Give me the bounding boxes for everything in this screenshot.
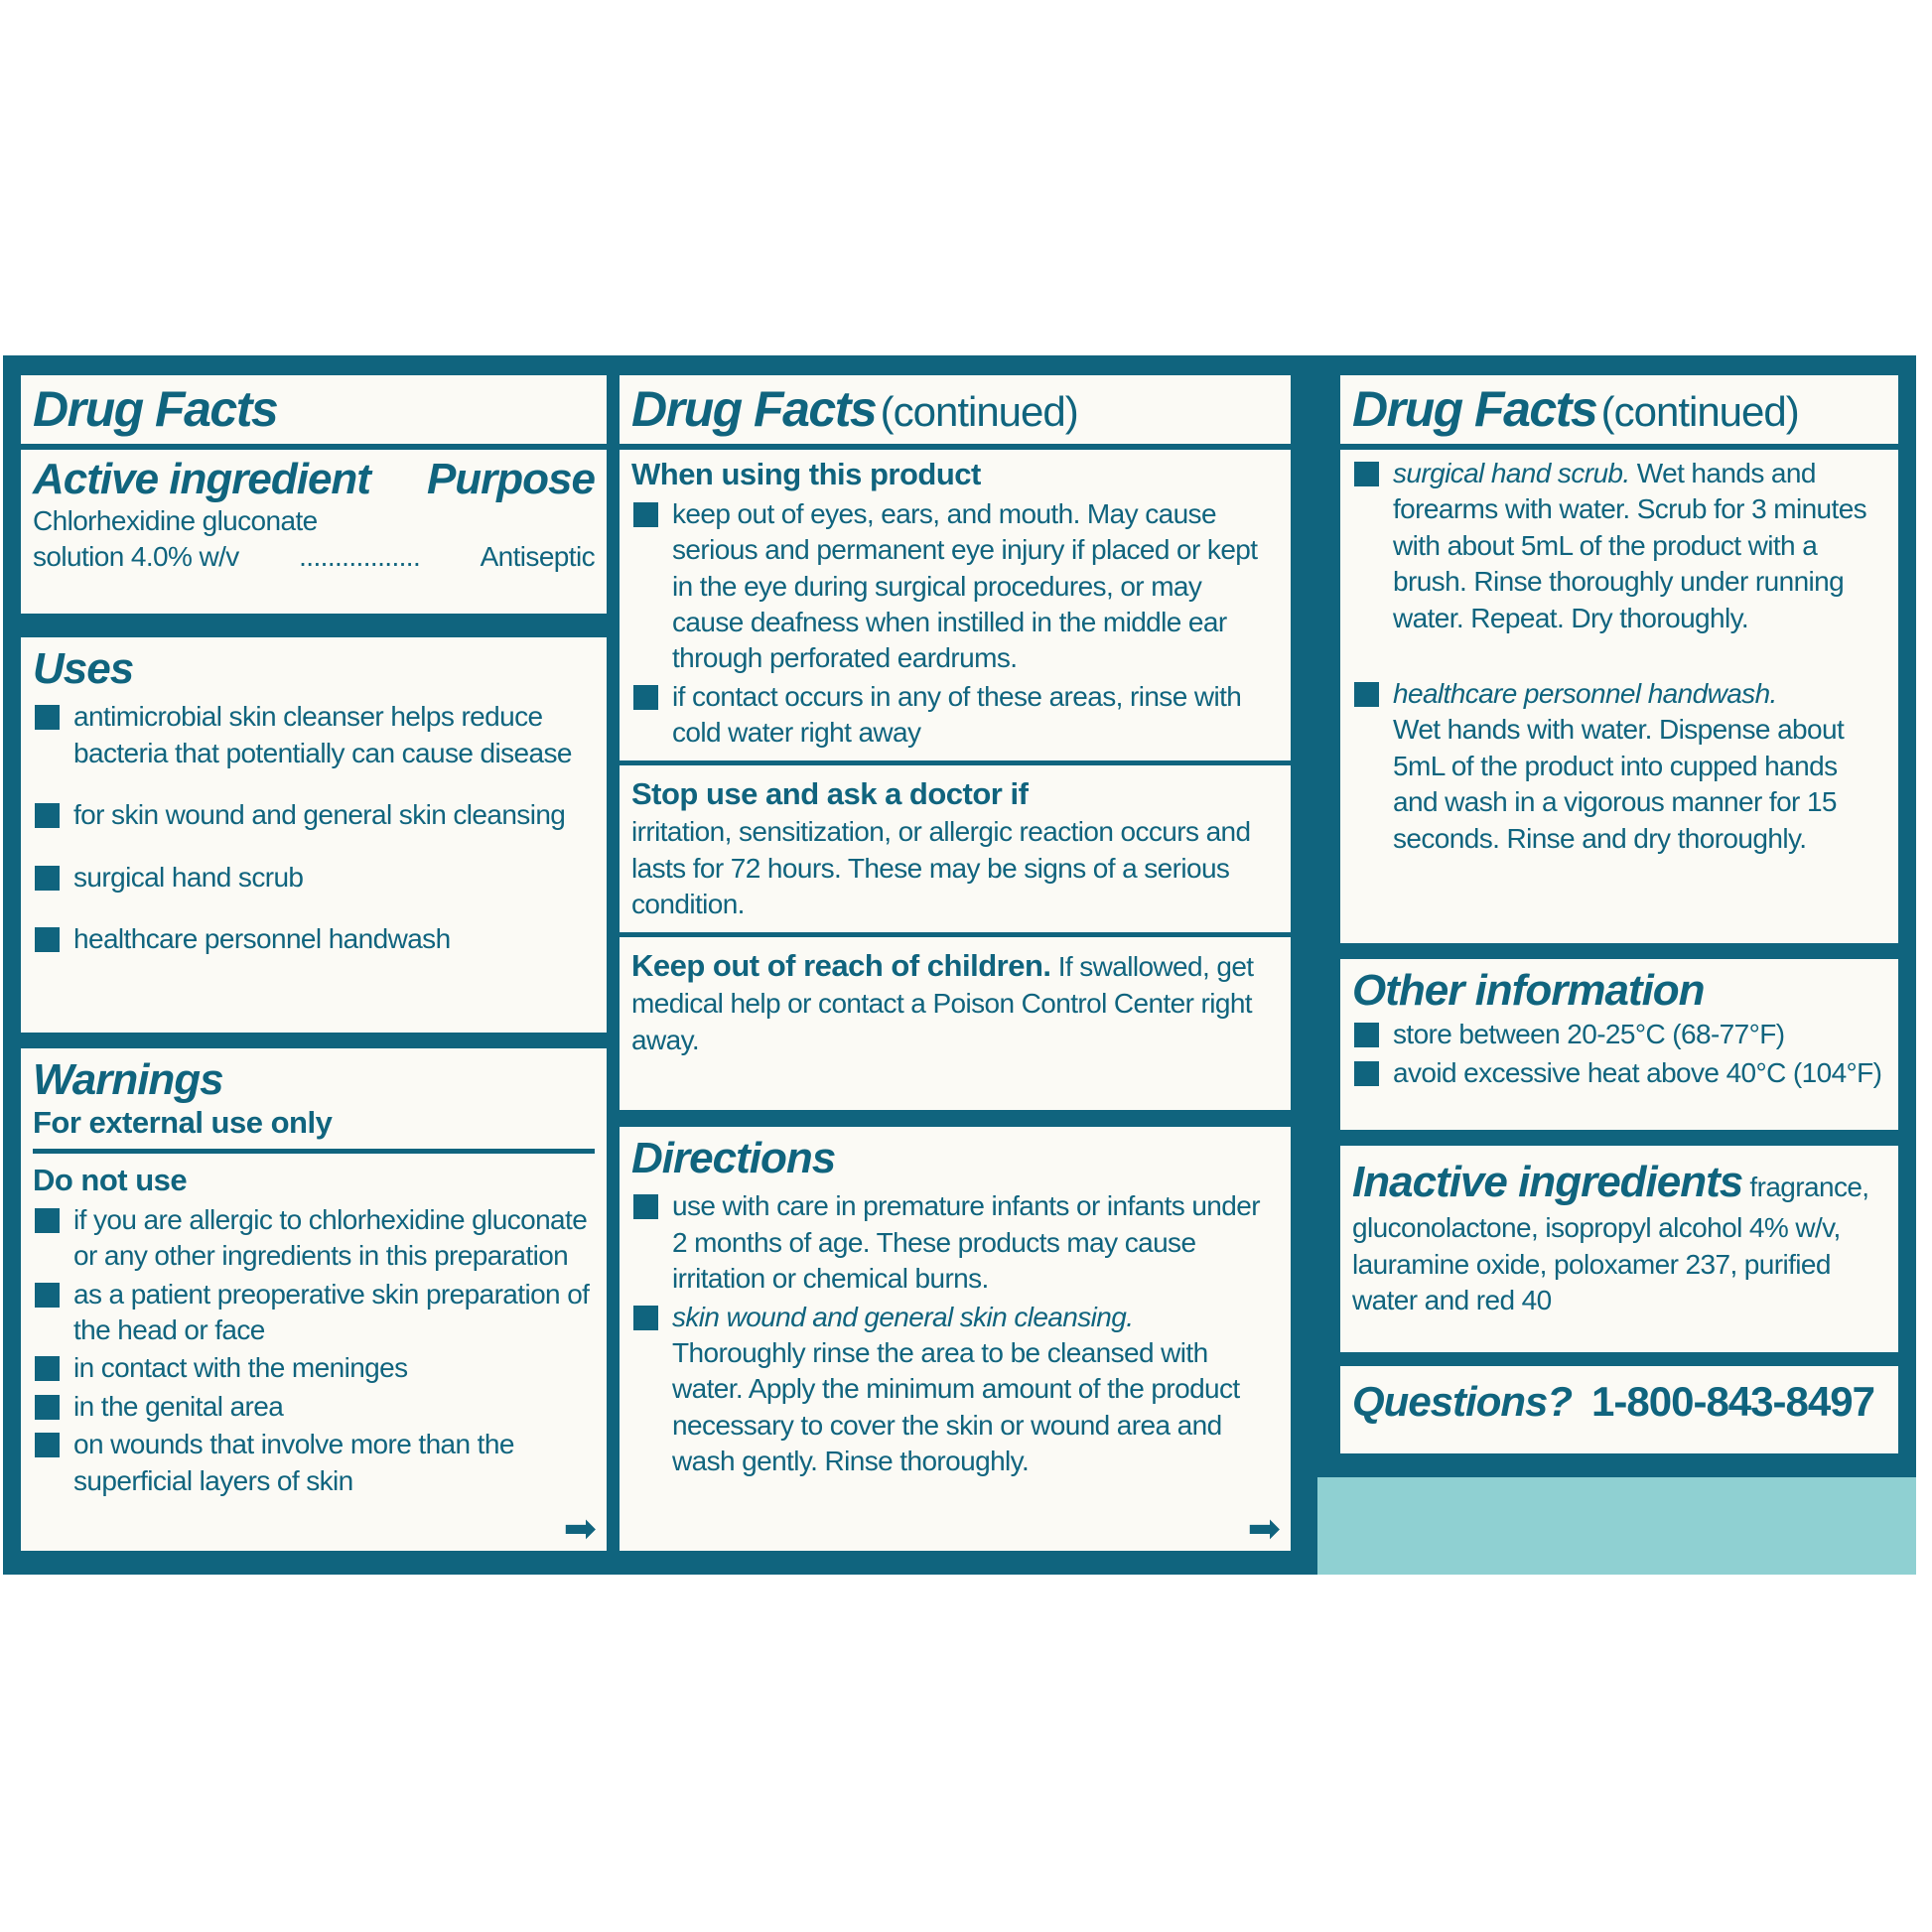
box-questions <box>1340 1366 1898 1453</box>
uses-item: healthcare personnel handwash <box>33 921 595 957</box>
handwash-text: Wet hands with water. Dispense about 5mL of the product into cupped hands and wash in a vigorous manner for 15 seconds. Rinse and dry thoroughly. <box>1393 714 1845 854</box>
box-drug-facts-continued-left <box>620 375 1291 1110</box>
bullet-square-icon <box>35 1356 60 1381</box>
bullet-square-icon <box>35 866 60 891</box>
bullet-square-icon <box>35 1208 60 1233</box>
drug-facts-continued-title: Drug Facts (continued) <box>631 381 1078 437</box>
other-info-item: avoid excessive heat above 40°C (104°F) <box>1352 1055 1886 1091</box>
bullet-square-icon <box>1354 1061 1379 1086</box>
inactive-ingredients-section <box>1352 1154 1886 1318</box>
warnings-title: Warnings <box>33 1055 223 1104</box>
dot-leader: ................. <box>299 541 421 573</box>
column-right <box>1340 375 1898 1551</box>
bullet-square-icon <box>1354 1023 1379 1047</box>
surgical-hand-scrub-item <box>1352 456 1886 636</box>
bullet-square-icon <box>35 803 60 828</box>
questions-phone-number: 1-800-843-8497 <box>1591 1378 1874 1425</box>
uses-title: Uses <box>33 644 134 693</box>
directions-item-text: Thoroughly rinse the area to be cleansed with water. Apply the minimum amount of the product necessary to cover the skin or wound area and wash gently. Rinse thoroughly. <box>672 1336 1240 1477</box>
box-warnings <box>21 1048 607 1551</box>
box-inactive-ingredients <box>1340 1146 1898 1352</box>
warning-item: in the genital area <box>33 1389 595 1425</box>
bullet-square-icon <box>35 1433 60 1457</box>
bullet-square-icon <box>35 705 60 730</box>
other-information-title: Other information <box>1352 966 1705 1015</box>
purpose-header: Purpose <box>426 454 595 503</box>
ingredient-name-line1: Chlorhexidine gluconate <box>33 504 318 536</box>
uses-item: for skin wound and general skin cleansing <box>33 797 595 833</box>
warning-item: if you are allergic to chlorhexidine gluconate or any other ingredients in this preparation <box>33 1202 595 1275</box>
warning-item: as a patient preoperative skin preparation of the head or face <box>33 1277 595 1349</box>
header-rule <box>1340 444 1898 450</box>
handwash-lead: healthcare personnel handwash. <box>1393 677 1777 709</box>
header-rule <box>620 444 1291 450</box>
column-middle <box>620 375 1291 1551</box>
stop-use-subhead: Stop use and ask a doctor if <box>631 776 1029 812</box>
uses-item: antimicrobial skin cleanser helps reduce bacteria that potentially can cause disease <box>33 699 595 771</box>
keep-out-subhead: Keep out of reach of children. <box>631 948 1051 984</box>
continuation-arrow-icon: ➡ <box>1247 1506 1281 1551</box>
inactive-ingredients-text: fragrance, gluconolactone, isopropyl alcohol 4% w/v, lauramine oxide, poloxamer 237, purified water and red 40 <box>1352 1172 1869 1315</box>
drug-facts-label <box>3 355 1916 1575</box>
surgical-hand-scrub-lead: surgical hand scrub. <box>1393 458 1630 488</box>
bullet-square-icon <box>633 1306 658 1330</box>
box-directions <box>620 1127 1291 1551</box>
bullet-square-icon <box>633 1194 658 1219</box>
warning-item: on wounds that involve more than the superficial layers of skin <box>33 1427 595 1499</box>
box-other-information <box>1340 959 1898 1130</box>
box-uses <box>21 637 607 1033</box>
purpose-value: Antiseptic <box>480 541 595 573</box>
when-using-subhead: When using this product <box>631 457 981 491</box>
section-rule <box>620 760 1291 765</box>
directions-item <box>631 1300 1279 1480</box>
bullet-square-icon <box>1354 682 1379 707</box>
directions-item: use with care in premature infants or infants under 2 months of age. These products may cause irritation or chemical burns. <box>631 1188 1279 1297</box>
box-drug-facts-continued-right <box>1340 375 1898 943</box>
stop-use-text: irritation, sensitization, or allergic reaction occurs and lasts for 72 hours. These may be signs of a serious condition. <box>631 816 1251 920</box>
other-info-item: store between 20-25°C (68-77°F) <box>1352 1017 1886 1052</box>
handwash-item <box>1352 676 1886 857</box>
bullet-square-icon <box>35 1395 60 1420</box>
column-left <box>21 375 607 1551</box>
inactive-ingredients-title: Inactive ingredients <box>1352 1158 1743 1206</box>
box-title-active-ingredient <box>21 375 607 614</box>
ingredient-name-line2: solution 4.0% w/v <box>33 541 239 573</box>
when-using-item: keep out of eyes, ears, and mouth. May cause serious and permanent eye injury if placed or kept in the eye during surgical procedures, or may cause deafness when instilled in the middle ear through perforated eardrums. <box>631 496 1279 677</box>
directions-title: Directions <box>631 1134 836 1182</box>
warnings-rule <box>33 1149 595 1154</box>
external-use-subhead: For external use only <box>33 1105 333 1141</box>
directions-item-lead: skin wound and general skin cleansing. <box>672 1301 1134 1332</box>
continuation-arrow-icon: ➡ <box>563 1506 597 1551</box>
title-rule <box>21 444 607 450</box>
bullet-square-icon <box>633 685 658 710</box>
drug-facts-title: Drug Facts <box>33 381 278 437</box>
uses-item: surgical hand scrub <box>33 860 595 896</box>
keep-out-text: If swallowed, get medical help or contact a Poison Control Center right away. <box>631 951 1254 1055</box>
warning-item: in contact with the meninges <box>33 1350 595 1386</box>
when-using-item: if contact occurs in any of these areas, rinse with cold water right away <box>631 679 1279 752</box>
section-rule <box>620 932 1291 937</box>
surgical-hand-scrub-text: Wet hands and forearms with water. Scrub for 3 minutes with about 5mL of the product with a brush. Rinse thoroughly under running water. Repeat. Dry thoroughly. <box>1393 458 1867 633</box>
active-ingredient-header: Active ingredient <box>33 454 370 503</box>
teal-filler-block <box>1317 1477 1916 1575</box>
bullet-square-icon <box>35 927 60 952</box>
questions-label: Questions? <box>1352 1378 1573 1425</box>
bullet-square-icon <box>1354 462 1379 486</box>
bullet-square-icon <box>633 502 658 527</box>
do-not-use-subhead: Do not use <box>33 1163 188 1198</box>
keep-out-section <box>631 947 1279 1058</box>
bullet-square-icon <box>35 1283 60 1308</box>
drug-facts-continued-title: Drug Facts (continued) <box>1352 381 1799 437</box>
